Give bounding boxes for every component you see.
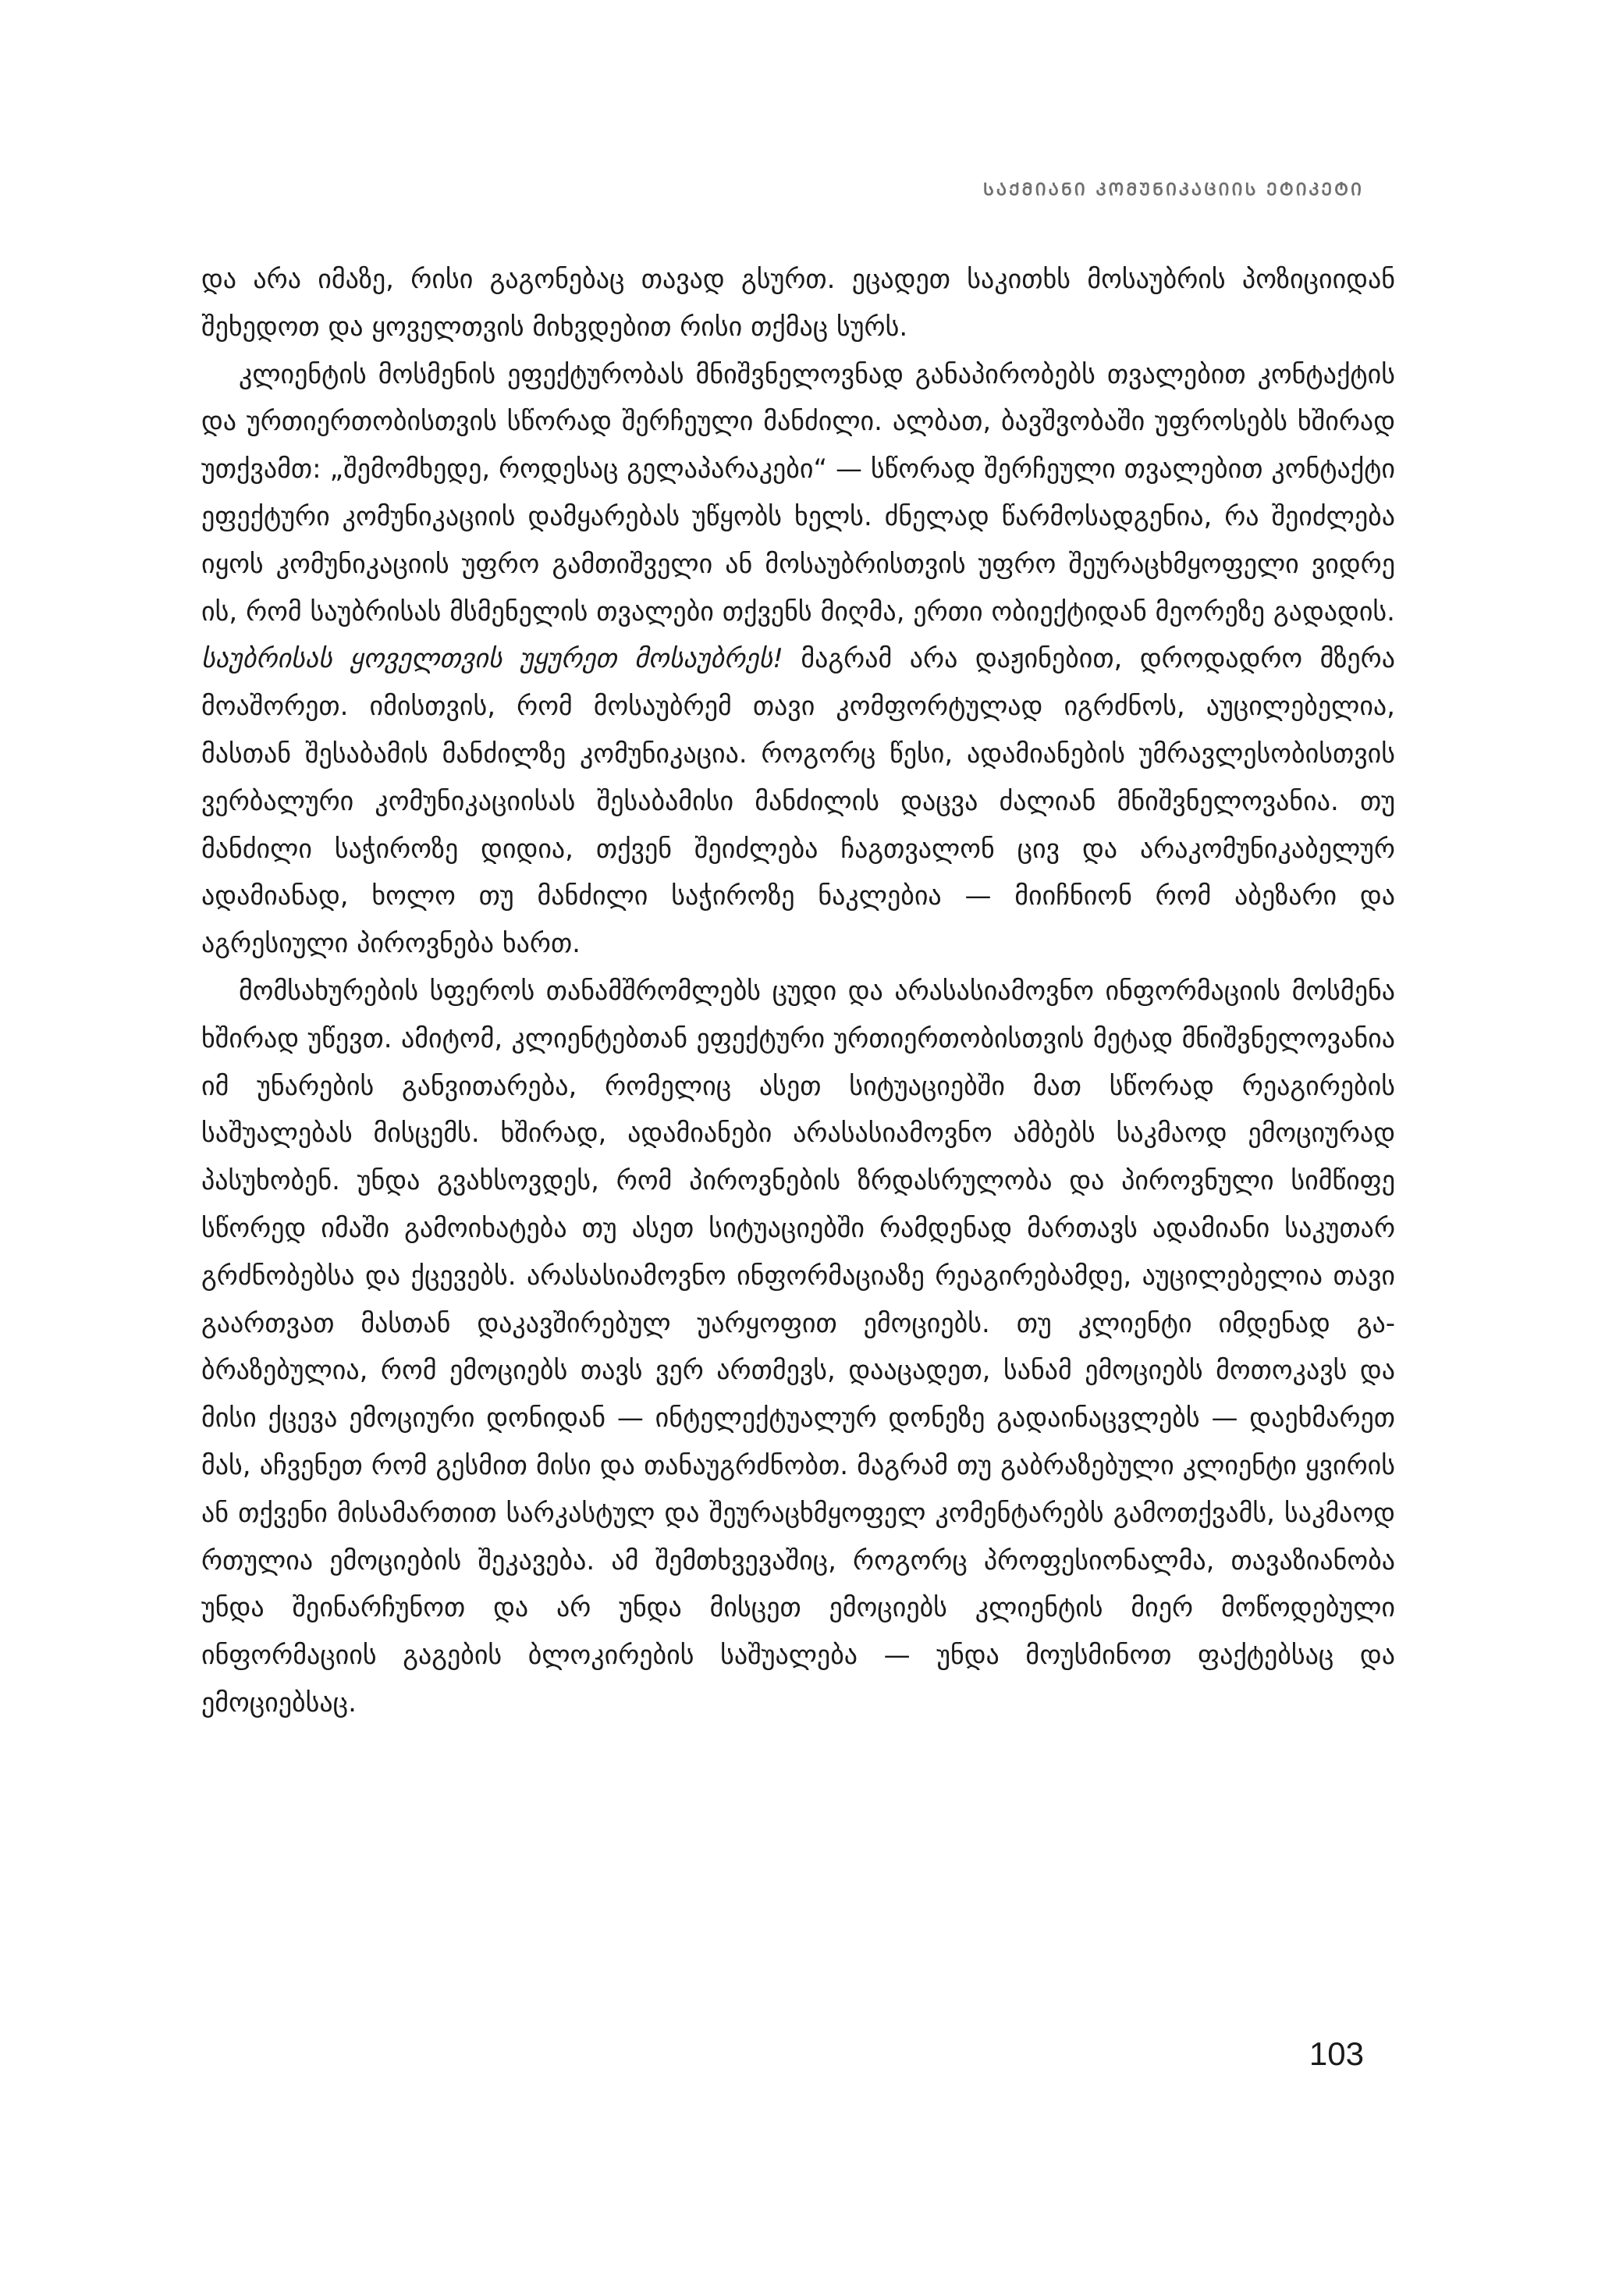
paragraph-1: და არა იმაზე, რისი გაგონებაც თავად გსურთ. ეცადეთ საკითხს მოსაუბრის პოზიციიდან შეხედოთ და ყოველთვის მიხვდებით რისი თქმაც სურს. <box>201 264 1395 343</box>
paragraph-3: მომსახურების სფეროს თანამშრომლებს ცუდი და არასასიამოვნო ინფორმაციის მოსმენა ხშირად უწევთ. ამიტომ, კლიენტებთან ეფექტური ურთიერთობისთვის მეტად მნიშვნელოვანია იმ უნარების განვითარება, რომელიც ასეთ სიტუაციებში მათ სწორად რეაგირების საშუალებას მისცემს. ხშირად, ადამიანები არასასიამოვნო ამბებს საკმაოდ ემოციურად პასუხობენ. უნდა გვახსოვდეს, რომ პიროვნების ზრდასრულობა და პიროვნული სიმწიფე სწორედ იმაში გამოიხატება თუ ასეთ სიტუაციებში რამდენად მართავს ადამიანი საკუთარ გრძნობებსა და ქცევებს. არასასიამოვნო ინფორმაციაზე რეაგირებამდე, აუცილებელია თავი გაართვათ მასთან დაკავშირებულ უარყოფით ემოციებს. თუ კლიენტი იმდენად გაბრაზებულია, რომ ემოციებს თავს ვერ ართმევს, დააცადეთ, სანამ ემოციებს მოთოკავს და მისი ქცევა ემოციური დონიდან — ინტელექტუალურ დონეზე გადაინაცვლებს — დაეხმარეთ მას, აჩვენეთ რომ გესმით მისი და თანაუგრძნობთ. მაგრამ თუ გაბრაზებული კლიენტი ყვირის ან თქვენი მისამართით სარკასტულ და შეურაცხმყოფელ კომენტარებს გამოთქვამს, საკმაოდ რთულია ემოციების შეკავება. ამ შემთხვევაშიც, როგორც პროფესიონალმა, თავაზიანობა უნდა შეინარჩუნოთ და არ უნდა მისცეთ ემოციებს კლიენტის მიერ მოწოდებული ინფორმაციის გაგების ბლოკირების საშუალება — უნდა მოუსმინოთ ფაქტებსაც და ემოციებსაც. <box>201 975 1395 1718</box>
running-header: ᲡᲐᲥᲛᲘᲐᲜᲘ ᲙᲝᲛᲣᲜᲘᲙᲐᲪᲘᲘᲡ ᲔᲢᲘᲙᲔᲢᲘ <box>982 180 1364 200</box>
body-text <box>201 256 1395 1727</box>
page-number: 103 <box>1309 2035 1364 2072</box>
paragraph-2 <box>201 351 1395 968</box>
paragraph-2-emphasis: საუბრისას ყოველთვის უყურეთ მოსაუბრეს! <box>201 643 783 675</box>
paragraph-2-text-b: მაგრამ არა დაჟინებით, დროდადრო მზერა მოაშორეთ. იმისთვის, რომ მოსაუბრემ თავი კომფორტულად იგრძნოს, აუცილებელია, მასთან შესაბამის მანძილზე კომუნიკაცია. როგორც წესი, ადამიანების უმრავლესობისთვის ვერბალური კომუნიკაციისას შესაბამისი მანძილის დაცვა ძალიან მნიშვნელოვანია. თუ მანძილი საჭიროზე დიდია, თქვენ შეიძლება ჩაგთვალონ ცივ და არაკომუნიკაბელურ ადამიანად, ხოლო თუ მანძილი საჭიროზე ნაკლებია — მიიჩნიონ რომ აბეზარი და აგრესიული პიროვნება ხართ. <box>201 643 1395 960</box>
paragraph-2-text-a: კლიენტის მოსმენის ეფექტურობას მნიშვნელოვნად განაპირობებს თვალებით კონტაქტის და ურთიერთობისთვის სწორად შერჩეული მანძილი. ალბათ, ბავშვობაში უფროსებს ხშირად უთქვამთ: „შემომხედე, როდესაც გელაპარაკები“ — სწორად შერჩეული თვალებით კონტაქტი ეფექტური კომუნიკაციის დამყარებას უწყობს ხელს. ძნელად წარმოსადგენია, რა შეიძლება იყოს კომუნიკაციის უფრო გამთიშველი ან მოსაუბრისთვის უფრო შეურაცხმყოფელი ვიდრე ის, რომ საუბრისას მსმენელის თვალები თქვენს მიღმა, ერთი ობიექტიდან მეორეზე გადადის. <box>201 358 1395 627</box>
